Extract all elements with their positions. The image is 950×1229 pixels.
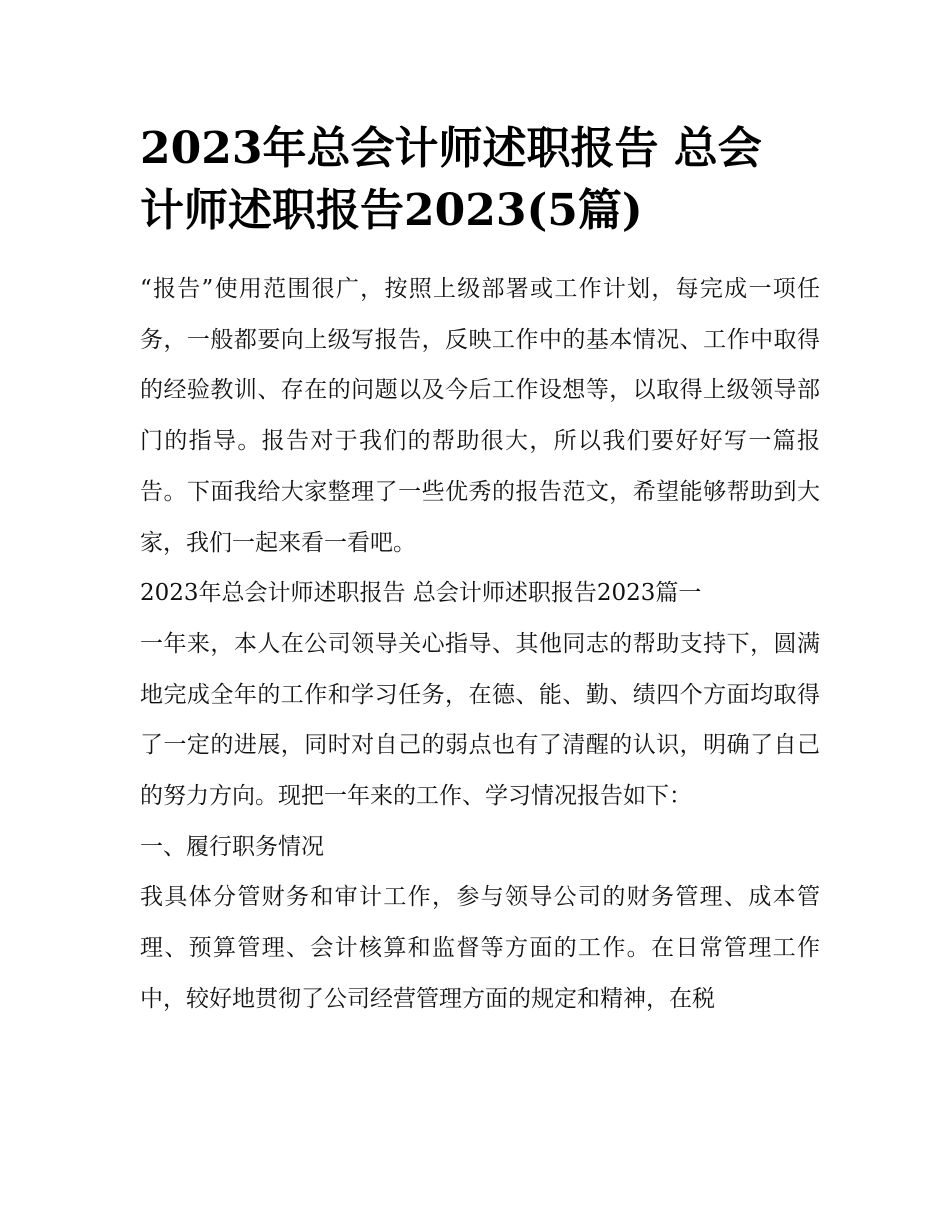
intro-paragraph: “报告”使用范围很广，按照上级部署或工作计划，每完成一项任务，一般都要向上级写报告，反映工作中的基本情况、工作中取得的经验教训、存在的问题以及今后工作设想等，以取得上级领导部门的指导。报告对于我们的帮助很大，所以我们要好好写一篇报告。下面我给大家整理了一些优秀的报告范文，希望能够帮助到大家，我们一起来看一看吧。 (140, 276, 820, 556)
body-paragraph: 一年来，本人在公司领导关心指导、其他同志的帮助支持下，圆满地完成全年的工作和学习任务，在德、能、勤、绩四个方面均取得了一定的进展，同时对自己的弱点也有了清醒的认识，明确了自己的努力方向。现把一年来的工作、学习情况报告如下： (140, 630, 820, 810)
subsection-heading: 一、履行职务情况 (140, 833, 324, 860)
document-title: 2023年总会计师述职报告 总会计师述职报告2023(5篇) (140, 123, 762, 236)
document-content (140, 118, 820, 1025)
section-heading: 2023年总会计师述职报告 总会计师述职报告2023篇一 (140, 580, 702, 607)
document-body (140, 264, 820, 1025)
body-paragraph: 我具体分管财务和审计工作，参与领导公司的财务管理、成本管理、预算管理、会计核算和监督等方面的工作。在日常管理工作中，较好地贯彻了公司经营管理方面的规定和精神，在税 (140, 884, 820, 1012)
